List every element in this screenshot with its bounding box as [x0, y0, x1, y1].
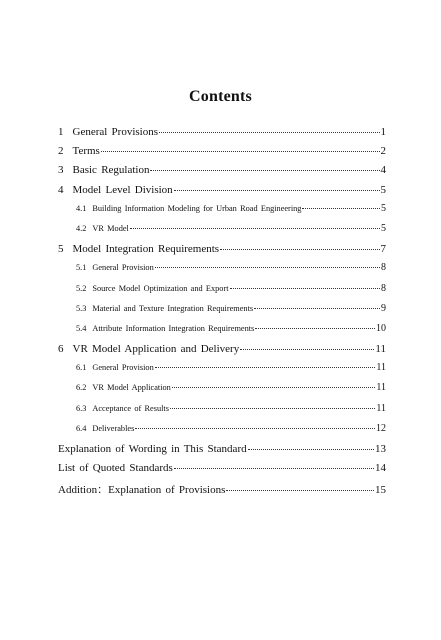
toc-leader-dots	[155, 367, 376, 368]
toc-entry-label: General Provision	[92, 363, 154, 373]
toc-leader-dots	[254, 308, 380, 309]
toc-leader-dots	[226, 490, 374, 491]
toc-leader-dots	[135, 428, 375, 429]
toc-entry[interactable]	[58, 164, 386, 183]
toc-subentry[interactable]	[58, 323, 386, 343]
toc-entry-page: 5	[381, 222, 386, 234]
toc-entry-page: 8	[381, 282, 386, 294]
toc-entry[interactable]	[58, 481, 386, 500]
toc-leader-dots	[230, 288, 380, 289]
toc-entry-page: 11	[376, 402, 386, 414]
toc-entry-page: 11	[376, 382, 386, 394]
toc-entry-label: Terms	[72, 145, 100, 158]
toc-leader-dots	[302, 208, 380, 209]
toc-entry[interactable]	[58, 184, 386, 203]
toc-entry-page: 14	[375, 462, 386, 475]
toc-entry-page: 8	[381, 262, 386, 274]
toc-leader-dots	[240, 349, 374, 350]
toc-entry-page: 13	[375, 443, 386, 455]
toc-entry-page: 5	[381, 202, 386, 214]
toc-entry-page: 4	[380, 164, 386, 177]
toc-subentry[interactable]	[58, 203, 386, 223]
toc-subentry[interactable]	[58, 262, 386, 282]
toc-leader-dots	[172, 387, 376, 388]
toc-entry-label: List of Quoted Standards	[58, 462, 173, 475]
toc-entry-number: 5.4	[76, 323, 87, 333]
toc-entry-label: Model Level Division	[72, 183, 173, 196]
toc-entry-number: 4.1	[76, 203, 87, 213]
toc-entry-page: 1	[380, 126, 386, 138]
toc-entry-page: 5	[380, 183, 386, 196]
toc-subentry[interactable]	[58, 382, 386, 402]
toc-leader-dots	[255, 328, 375, 329]
toc-subentry[interactable]	[58, 403, 386, 423]
toc-leader-dots	[130, 228, 380, 229]
page-title: Contents	[189, 88, 252, 105]
toc-entry-page: 12	[376, 422, 386, 434]
toc-entry[interactable]	[58, 443, 386, 462]
toc-entry-label: VR Model	[92, 223, 129, 233]
toc-entry-number: 1	[58, 126, 64, 138]
toc-leader-dots	[174, 190, 380, 191]
toc-subentry[interactable]	[58, 283, 386, 303]
toc-leader-dots	[101, 151, 380, 152]
toc-entry-page: 10	[376, 322, 386, 334]
toc-entry-label: Model Integration Requirements	[72, 243, 220, 256]
toc-entry-label: VR Model Application and Delivery	[72, 343, 240, 356]
toc-entry-number: 4	[58, 183, 64, 196]
toc-entry-label: Explanation of Wording in This Standard	[58, 443, 247, 455]
toc-leader-dots	[155, 267, 380, 268]
toc-entry[interactable]	[58, 126, 386, 145]
toc-entry-number: 6.4	[76, 423, 87, 433]
toc-entry-label: Deliverables	[92, 423, 135, 433]
toc-entry-label: General Provisions	[72, 126, 159, 138]
toc-subentry[interactable]	[58, 423, 386, 443]
toc-entry-number: 2	[58, 145, 64, 158]
toc-entry-label: Source Model Optimization and Export	[92, 283, 229, 293]
toc-leader-dots	[174, 468, 374, 469]
toc-entry-number: 3	[58, 164, 64, 177]
toc-entry-number: 5.2	[76, 283, 87, 293]
toc-entry-number: 5	[58, 243, 64, 256]
toc-entry-number: 5.1	[76, 263, 87, 273]
table-of-contents	[58, 126, 386, 501]
toc-entry-label: Basic Regulation	[72, 164, 150, 177]
toc-entry-page: 15	[375, 484, 386, 497]
toc-entry-label: VR Model Application	[92, 383, 171, 393]
toc-entry-label: General Provision	[92, 263, 154, 273]
toc-entry-number: 6.2	[76, 383, 87, 393]
toc-subentry[interactable]	[58, 303, 386, 323]
toc-entry-number: 6.3	[76, 403, 87, 413]
toc-entry-page: 2	[380, 145, 386, 158]
toc-entry-number: 4.2	[76, 223, 87, 233]
toc-entry[interactable]	[58, 462, 386, 481]
toc-entry-label: Building Information Modeling for Urban Road Engineering	[92, 203, 302, 213]
toc-entry-page: 11	[376, 362, 386, 374]
toc-entry-label: Material and Texture Integration Requirements	[92, 303, 254, 313]
toc-entry-label: Attribute Information Integration Requirements	[92, 323, 255, 333]
toc-subentry[interactable]	[58, 362, 386, 382]
toc-entry-label: Addition：Explanation of Provisions	[58, 484, 226, 497]
toc-entry-number: 6.1	[76, 363, 87, 373]
toc-leader-dots	[150, 170, 379, 171]
toc-leader-dots	[170, 408, 375, 409]
toc-entry-number: 6	[58, 343, 64, 356]
toc-entry-page: 11	[375, 343, 386, 356]
toc-entry[interactable]	[58, 343, 386, 362]
toc-entry[interactable]	[58, 243, 386, 262]
toc-entry-page: 7	[380, 243, 386, 256]
toc-entry-label: Acceptance of Results	[92, 403, 169, 413]
toc-leader-dots	[159, 132, 379, 133]
toc-leader-dots	[220, 249, 379, 250]
toc-entry-page: 9	[381, 302, 386, 314]
toc-entry[interactable]	[58, 145, 386, 164]
toc-subentry[interactable]	[58, 223, 386, 243]
toc-entry-number: 5.3	[76, 303, 87, 313]
toc-leader-dots	[248, 449, 374, 450]
